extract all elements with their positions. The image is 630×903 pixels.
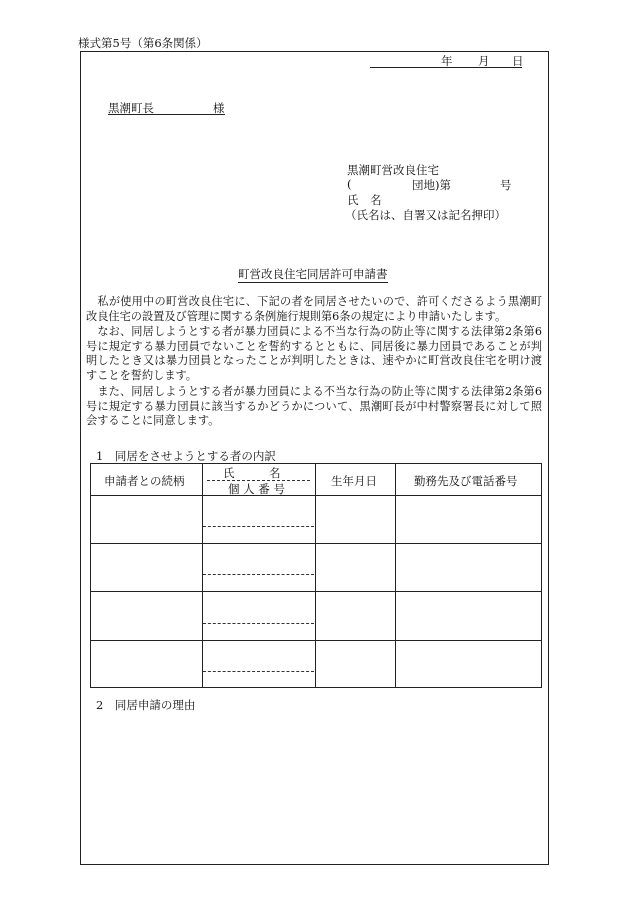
form-number: 様式第5号（第6条関係） xyxy=(78,36,208,50)
table-col-divider xyxy=(395,464,396,687)
paragraph-consent: また、同居しようとする者が暴力団員による不当な行為の防止等に関する法律第2条第6号に規定する暴力団員に該当するかどうかについて、黒潮町長が中村警察署長に対して照会することに同意します。 xyxy=(86,385,542,428)
table-row-divider xyxy=(91,591,541,592)
date-month-label: 月 xyxy=(478,54,490,68)
row-2-dashed xyxy=(203,574,314,575)
addressee-honorific: 様 xyxy=(213,101,225,115)
applicant-housing: 黒潮町営改良住宅 xyxy=(347,163,439,177)
document-title: 町営改良住宅同居許可申請書 xyxy=(238,267,388,281)
table-header-divider xyxy=(91,495,541,496)
paragraph-pledge: なお、同居しようとする者が暴力団員による不当な行為の防止等に関する法律第2条第6号に規定する暴力団員でないことを誓約するとともに、同居後に暴力団員であることが判明したとき又は暴力団員となったことが判明したときは、速やかに町営改良住宅を明け渡すことを誓約します。 xyxy=(86,325,542,382)
header-personal-number: 個 人 番 号 xyxy=(228,482,285,496)
paragraph-request: 私が使用中の町営改良住宅に、下記の者を同居させたいので、許可くださるよう黒潮町改良住宅の設置及び管理に関する条例施行規則第6条の規定により申請いたします。 xyxy=(86,295,542,323)
addressee-name: 黒潮町長 xyxy=(108,101,154,115)
table-row-divider xyxy=(91,543,541,544)
section-2-heading: 2 同居申請の理由 xyxy=(96,698,196,712)
applicant-name-label: 氏 名 xyxy=(347,193,382,207)
header-workplace-phone: 勤務先及び電話番号 xyxy=(414,474,518,488)
header-birthdate: 生年月日 xyxy=(331,474,377,488)
applicant-number-suffix: 号 xyxy=(500,178,512,192)
row-3-dashed xyxy=(203,623,314,624)
table-col-divider xyxy=(202,464,203,687)
table-col-divider xyxy=(315,464,316,687)
table-row-divider xyxy=(91,640,541,641)
applicant-danchi: 団地)第 xyxy=(412,178,451,192)
row-4-dashed xyxy=(203,671,314,672)
cohabitant-table xyxy=(90,463,542,688)
row-1-dashed xyxy=(203,526,314,527)
date-day-label: 日 xyxy=(512,54,524,68)
header-name: 氏 名 xyxy=(223,466,281,480)
applicant-signature-note: （氏名は、自署又は記名押印） xyxy=(345,208,506,222)
applicant-open-paren: ( xyxy=(347,177,352,191)
date-year-label: 年 xyxy=(441,54,453,68)
section-1-heading: 1 同居をさせようとする者の内訳 xyxy=(96,449,276,463)
header-relation: 申請者との続柄 xyxy=(104,474,185,488)
